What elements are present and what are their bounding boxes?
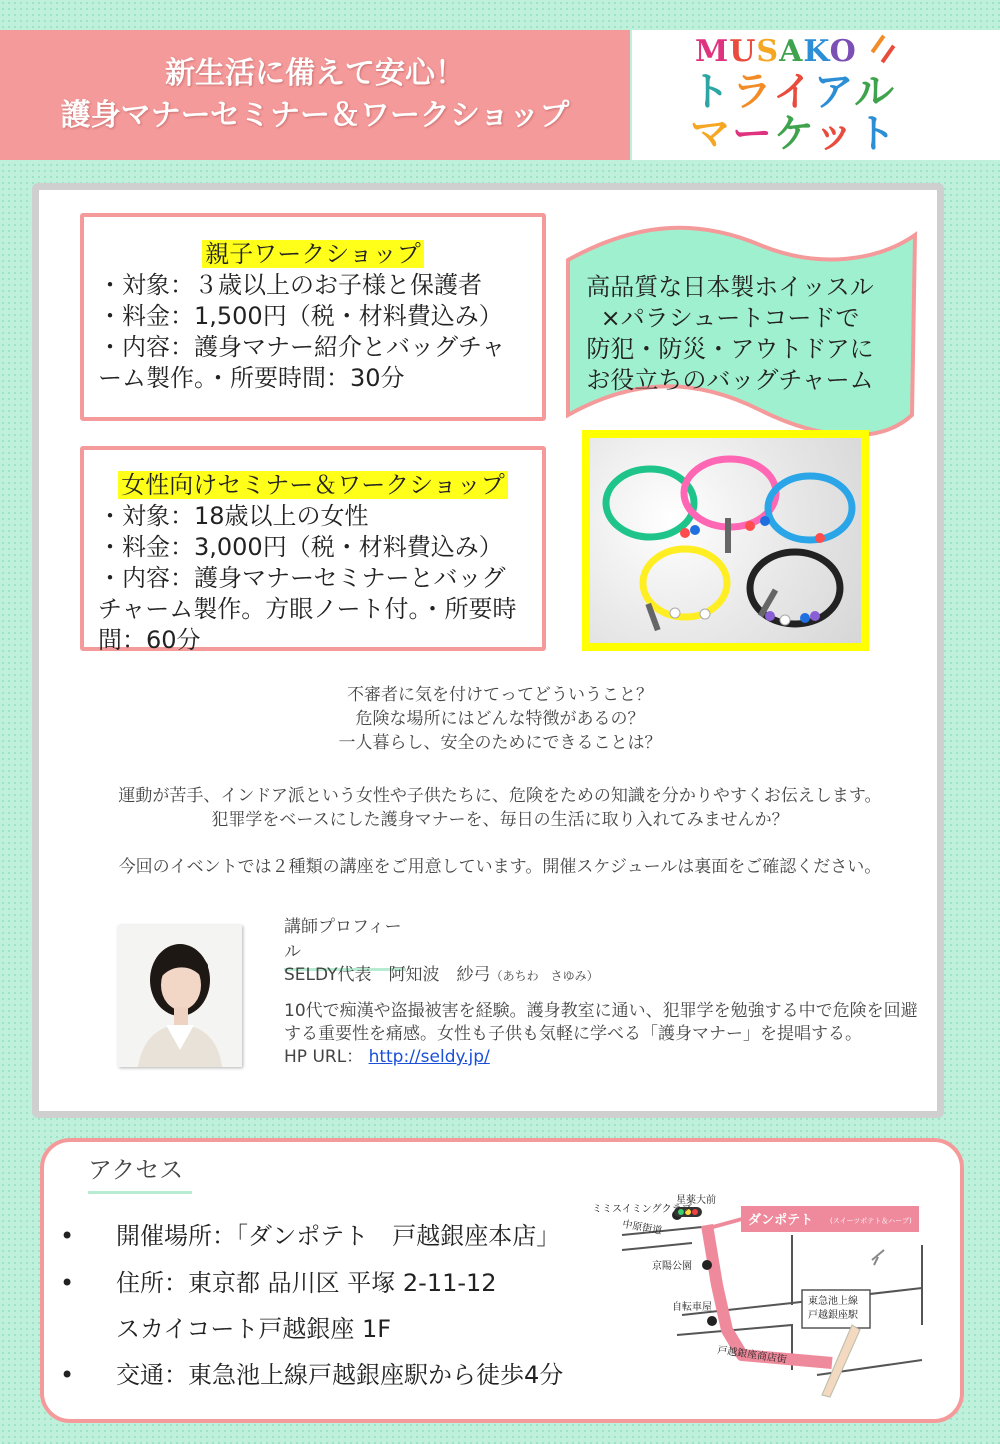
access-address: [60, 1268, 497, 1298]
women-fee: ・料金：3,000円（税・材料費込み）: [98, 533, 503, 561]
map-park: 京陽公園: [652, 1261, 692, 1272]
parent-content: ・内容：護身マナー紹介とバッグチャーム製作。・所要時間：30分: [98, 333, 506, 392]
flag-line-3: 防犯・防災・アウトドアに: [586, 335, 874, 363]
map-shop-name: ダンポテト: [748, 1213, 814, 1228]
profile-name: SELDY代表 阿知波 紗弓: [284, 965, 491, 985]
profile-bio: 10代で痴漢や盗撮被害を経験。護身教室に通い、犯罪学を勉強する中で危険を回避する重要性を痛感。女性も子供も気軽に学べる「護身マナー」を提唱する。: [284, 1001, 918, 1044]
logo: [632, 30, 1000, 160]
women-target: ・対象：18歳以上の女性: [98, 502, 369, 530]
map-shopping-street: 戸越銀座商店街: [716, 1345, 788, 1366]
access-map: [592, 1185, 942, 1400]
profile-bio-block: [284, 1000, 924, 1069]
intro-q3: 一人暮らし、安全のためにできることは？: [338, 733, 662, 753]
logo-ja-line1: トライアル: [690, 69, 897, 115]
map-station-line: 東急池上線: [808, 1296, 858, 1307]
intro-paragraph: [40, 784, 960, 832]
intro-p2: 犯罪学をベースにした護身マナーを、毎日の生活に取り入れてみませんか？: [211, 810, 789, 830]
instructor-photo: [118, 925, 242, 1067]
flag-line-2: ×パラシュートコードで: [600, 304, 860, 332]
bullet-icon: •: [60, 1269, 75, 1297]
profile-url-label: HP URL：: [284, 1047, 364, 1067]
bullet-icon: •: [60, 1361, 75, 1389]
bullet-icon: •: [60, 1222, 75, 1250]
women-workshop-title: 女性向けセミナー＆ワークショップ: [118, 471, 508, 499]
access-venue: [60, 1221, 560, 1251]
access-address-line2: スカイコート戸越銀座 1F: [116, 1315, 392, 1343]
intro-schedule-note: 今回のイベントでは２種類の講座をご用意しています。開催スケジュールは裏面をご確認ください。: [118, 857, 882, 877]
flag-line-4: お役立ちのバッグチャーム: [586, 366, 874, 394]
parent-fee: ・料金：1,500円（税・材料費込み）: [98, 302, 503, 330]
logo-ja-line2: マーケット: [690, 111, 898, 157]
profile-url-link[interactable]: http://seldy.jp/: [368, 1047, 490, 1067]
bag-charm-illustration: [590, 438, 861, 643]
bag-charm-photo: [590, 438, 861, 643]
access-address-line1: 住所：東京都 品川区 平塚 2-11-12: [116, 1269, 497, 1297]
profile-reading: （あちわ さゆみ）: [490, 969, 599, 983]
logo-en: MUSAKO: [695, 34, 857, 69]
map-station-label: 星薬大前: [676, 1195, 716, 1206]
women-workshop-box: [80, 446, 546, 654]
intro-questions: [40, 683, 960, 755]
logo-accent-icon-2: [881, 45, 896, 64]
map-station-name: 戸越銀座駅: [808, 1310, 858, 1321]
product-photo: [582, 430, 869, 651]
access-heading: アクセス: [88, 1150, 192, 1194]
map-shop-sub: (スイーツポテト＆ハーブ): [830, 1217, 912, 1225]
logo-accent-icon: [871, 35, 886, 54]
intro-p1: 運動が苦手、インドア派という女性や子供たちに、危険をための知識を分かりやすくお伝えします。: [118, 786, 882, 806]
intro-q2: 危険な場所にはどんな特徴があるの？: [355, 709, 645, 729]
title-line-1: 新生活に備えて安心！: [165, 56, 465, 91]
flag-text: [580, 272, 880, 396]
parent-workshop-title: 親子ワークショップ: [202, 240, 424, 268]
profile-heading: 講師プロフィール: [284, 912, 406, 971]
map-swim-club: ミミスイミングクラブ: [592, 1204, 692, 1215]
parent-target: ・対象：３歳以上のお子様と保護者: [98, 271, 482, 299]
women-content: ・内容：護身マナーセミナーとバッグチャーム製作。方眼ノート付。・所要時間：60分: [98, 564, 517, 654]
title-banner: [0, 30, 630, 160]
intro-q1: 不審者に気を付けてってどういうこと？: [347, 685, 653, 705]
title-line-2: 護身マナーセミナー＆ワークショップ: [60, 98, 570, 133]
instructor-portrait: [118, 925, 242, 1067]
flag-line-1: 高品質な日本製ホイッスル: [586, 273, 874, 301]
map-nakahara: 中原街道: [621, 1219, 663, 1237]
access-transit-text: 交通：東急池上線戸越銀座駅から徒歩4分: [116, 1361, 564, 1389]
map-bike-shop: 自転車屋: [672, 1302, 712, 1313]
access-transit: [60, 1360, 563, 1390]
parent-workshop-box: [80, 213, 546, 421]
access-venue-text: 開催場所：「ダンポテト 戸越銀座本店」: [116, 1222, 561, 1250]
profile-url-line: [284, 1046, 924, 1069]
profile-name-line: [284, 960, 599, 985]
